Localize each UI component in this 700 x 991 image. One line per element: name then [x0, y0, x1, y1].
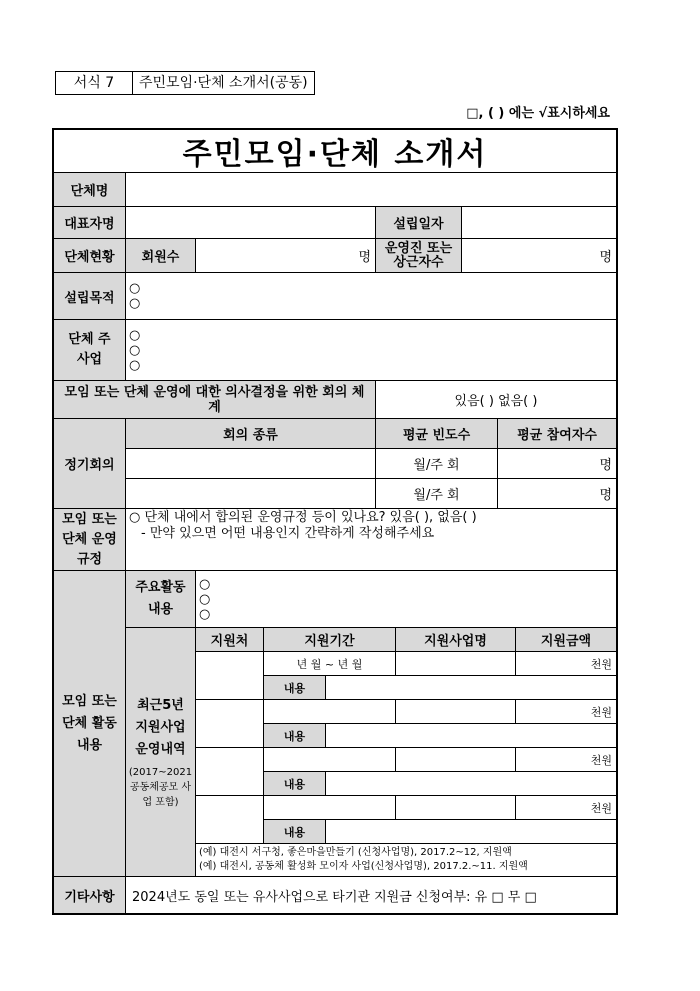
- period-field-1[interactable]: 년 월 ~ 년 월: [264, 652, 396, 676]
- label-content-2: 내용: [264, 724, 326, 748]
- form-title: 주민모임·단체 소개서: [54, 130, 616, 173]
- label-representative: 대표자명: [54, 207, 126, 239]
- bullet: ○: [129, 357, 141, 373]
- label-content-4: 내용: [264, 820, 326, 844]
- support-examples: [196, 844, 616, 877]
- label-founded: 설립일자: [376, 207, 462, 239]
- participants-field-2[interactable]: 명: [498, 479, 616, 509]
- amount-field-3[interactable]: 천원: [516, 748, 616, 772]
- members-field[interactable]: 명: [196, 239, 376, 273]
- label-content-3: 내용: [264, 772, 326, 796]
- header-amount: 지원금액: [516, 628, 616, 652]
- bullet: ○: [129, 327, 141, 343]
- amount-field-4[interactable]: 천원: [516, 796, 616, 820]
- participants-field-1[interactable]: 명: [498, 449, 616, 479]
- form-tag: [55, 71, 315, 95]
- etc-field[interactable]: 2024년도 동일 또는 유사사업으로 타기관 지원금 신청여부: 유 □ 무 □: [132, 889, 537, 905]
- header-agency: 지원처: [196, 628, 264, 652]
- label-support-history: 최근5년 지원사업 운영내역: [135, 697, 186, 757]
- founded-field[interactable]: [462, 207, 616, 239]
- agency-field-2[interactable]: [196, 700, 264, 748]
- intro-form: [52, 128, 618, 915]
- example-1: (예) 대전시 서구청, 좋은마을만들기 (신청사업명), 2017.2~12, 지원액: [199, 847, 512, 858]
- rules-field[interactable]: [126, 509, 616, 571]
- group-name-field[interactable]: [126, 173, 616, 207]
- label-purpose: 설립목적: [54, 273, 126, 320]
- label-regular-meeting: 정기회의: [54, 419, 126, 509]
- label-main-business: 단체 주사업: [54, 320, 126, 381]
- bullet: ○: [129, 342, 141, 358]
- meeting-type-field-2[interactable]: [126, 479, 376, 509]
- amount-field-2[interactable]: 천원: [516, 700, 616, 724]
- label-activities: 모임 또는 단체 활동내용: [54, 571, 126, 877]
- frequency-field-2[interactable]: 월/주 회: [376, 479, 498, 509]
- bullet: ○: [199, 591, 211, 607]
- form-name: 주민모임·단체 소개서(공동): [139, 75, 308, 91]
- header-avg-frequency: 평균 빈도수: [376, 419, 498, 449]
- content-field-1[interactable]: [326, 676, 616, 700]
- agency-field-4[interactable]: [196, 796, 264, 844]
- bullet: ○: [199, 606, 211, 622]
- bullet: ○: [129, 281, 141, 296]
- main-business-field[interactable]: [126, 320, 616, 381]
- decision-choice[interactable]: 있음( ) 없음( ): [376, 381, 616, 419]
- project-field-3[interactable]: [396, 748, 516, 772]
- project-field-1[interactable]: [396, 652, 516, 676]
- bullet: ○: [129, 296, 141, 311]
- label-group-name: 단체명: [54, 173, 126, 207]
- form-number: 서식 7: [56, 72, 133, 94]
- agency-field-1[interactable]: [196, 652, 264, 700]
- agency-field-3[interactable]: [196, 748, 264, 796]
- label-content-1: 내용: [264, 676, 326, 700]
- period-field-2[interactable]: [264, 700, 396, 724]
- project-field-4[interactable]: [396, 796, 516, 820]
- purpose-field[interactable]: [126, 273, 616, 320]
- content-field-3[interactable]: [326, 772, 616, 796]
- label-main-activities: 주요활동 내용: [126, 571, 196, 628]
- rules-instruction: - 만약 있으면 어떤 내용인지 간략하게 작성해주세요: [141, 526, 435, 541]
- content-field-2[interactable]: [326, 724, 616, 748]
- staff-field[interactable]: 명: [462, 239, 616, 273]
- example-2: (예) 대전시, 공동체 활성화 모이자 사업(신청사업명), 2017.2.~11. 지원액: [199, 861, 528, 872]
- amount-field-1[interactable]: 천원: [516, 652, 616, 676]
- period-field-3[interactable]: [264, 748, 396, 772]
- label-rules: 모임 또는 단체 운영규정: [54, 509, 126, 571]
- header-meeting-type: 회의 종류: [126, 419, 376, 449]
- content-field-4[interactable]: [326, 820, 616, 844]
- meeting-type-field-1[interactable]: [126, 449, 376, 479]
- header-project-name: 지원사업명: [396, 628, 516, 652]
- header-period: 지원기간: [264, 628, 396, 652]
- label-members: 회원수: [126, 239, 196, 273]
- label-decision-meeting: 모임 또는 단체 운영에 대한 의사결정을 위한 회의 체계: [54, 381, 376, 419]
- frequency-field-1[interactable]: 월/주 회: [376, 449, 498, 479]
- rules-question: ○ 단체 내에서 합의된 운영규정 등이 있나요? 있음( ), 없음( ): [129, 510, 477, 525]
- label-support-history-cell: [126, 628, 196, 877]
- label-etc: 기타사항: [54, 877, 126, 913]
- representative-field[interactable]: [126, 207, 376, 239]
- period-field-4[interactable]: [264, 796, 396, 820]
- support-note: (2017~2021 공동체공모 사업 포함): [128, 766, 193, 808]
- header-avg-participants: 평균 참여자수: [498, 419, 616, 449]
- main-activities-field[interactable]: [196, 571, 616, 628]
- bullet: ○: [199, 576, 211, 592]
- label-status: 단체현황: [54, 239, 126, 273]
- check-legend: □, ( ) 에는 √표시하세요: [466, 106, 610, 121]
- project-field-2[interactable]: [396, 700, 516, 724]
- label-staff: 운영진 또는 상근자수: [376, 239, 462, 273]
